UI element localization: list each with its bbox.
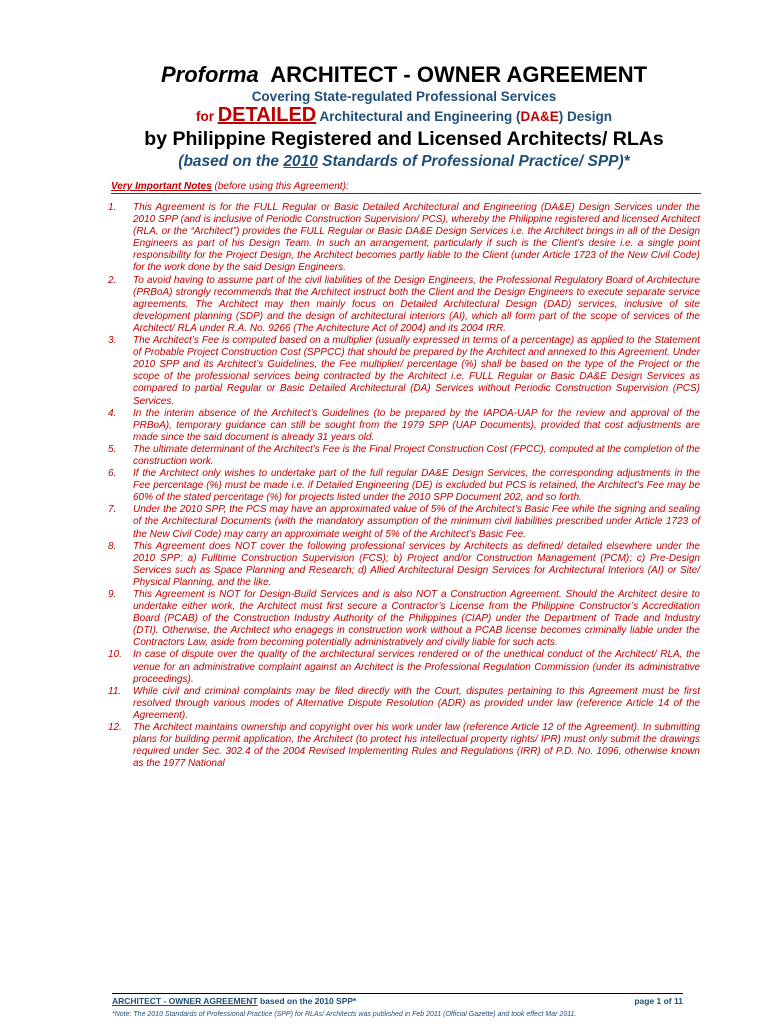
notes-list (108, 202, 700, 770)
note-item (108, 202, 700, 275)
page-footer (112, 996, 683, 1006)
note-text: This Agreement does NOT cover the following professional services by Architects as defined/ detailed elsewhere under the 2010 SPP: a) Fulltime Construction Supervision (FCS); b) Project and/or Construction Management (PCM); c) Pre-Design Services such as Space Planning and Research; d) Allied Architectural Design Services for Architectural Interiors (AI) or Site/ Physical Planning, and the like. (133, 540, 700, 588)
note-text: This Agreement is for the FULL Regular or Basic Detailed Architectural and Engineering (DA&E) Design Services under the 2010 SPP (and is inclusive of Periodic Construction Supervision/ PCS), whereby the Philippine registered and licensed Architect (RLA, or the “Architect”) provides the FULL Regular or Basic DA&E Design Services i.e. the Architect brings in all of the Design Engineers as part of his Design Team. In such an arrangement, particularly if such is the Client’s desire i.e. a single point responsibility for the Project Design, the Architect becomes partly liable to the Client (under Article 1723 of the New Civil Code) for the work done by the said Design Engineers. (133, 202, 700, 274)
note-number: 4. (108, 407, 117, 419)
note-text: In case of dispute over the quality of the architectural services rendered or of the unethical conduct of the Architect/ RLA, the venue for an administrative complaint against an Architect is the Professional Regulation Commission (under its administrative proceedings). (133, 649, 700, 685)
note-number: 7. (108, 504, 117, 516)
note-text: The Architect maintains ownership and copyright over his work under law (reference Article 12 of the Agreement). In submitting plans for building permit application, the Architect (to protect his intellectual property rights/ IPR) must only submit the drawings required under Sec. 302.4 of the 2004 Revised Implementing Rules and Regulations (IRR) of P.D. No. 1096, otherwise known as the 1977 National (133, 722, 700, 770)
subtitle-detailed: DETAILED (217, 104, 317, 126)
note-item (108, 589, 700, 649)
note-item (108, 722, 700, 770)
notes-header-label: Very Important Notes (111, 181, 212, 192)
note-number: 6. (108, 468, 117, 480)
based-year: 2010 (283, 153, 318, 170)
note-text: The ultimate determinant of the Architect’s Fee is the Final Project Construction Cost (FPCC), computed at the completion of the construction work. (133, 443, 700, 467)
notes-header (111, 181, 701, 194)
based-post: Standards of Professional Practice/ SPP)* (317, 153, 630, 170)
footnote: *Note: The 2010 Standards of Professional Practice (SPP) for RLAs/ Architects was published in Feb 2011 (Official Gazette) and took effect Mar 2011. (112, 1011, 577, 1018)
note-number: 12. (108, 722, 122, 734)
title-main: ARCHITECT - OWNER AGREEMENT (270, 62, 648, 87)
subtitle-by-line: by Philippine Registered and Licensed Architects/ RLAs (144, 128, 664, 150)
note-number: 8. (108, 540, 117, 552)
note-text: Under the 2010 SPP, the PCS may have an approximated value of 5% of the Architect’s Basic Fee while the signing and sealing of the Architectural Documents (with the mandatory assumption of the minimum civil liabilities prescribed under Article 1723 of the New Civil Code) may carry an approximate weight of 5% of the Architect’s Basic Fee. (133, 504, 700, 540)
note-number: 10. (108, 649, 122, 661)
page-number: page 1 of 11 (634, 996, 683, 1006)
subtitle-based-on (102, 151, 706, 173)
note-item (108, 649, 700, 685)
subtitle-covering: Covering State-regulated Professional Services (251, 89, 557, 104)
note-item (108, 443, 700, 468)
based-pre: (based on the (178, 153, 284, 170)
note-item (108, 274, 700, 335)
document-title (102, 62, 706, 88)
note-text: This Agreement is NOT for Design-Build Services and is also NOT a Construction Agreement. Should the Architect desire to undertake either work, the Architect must first secure a Contractor’s License from the Philippine Constructor’s Accreditation Board (PCAB) of the Construction Industry Authority of the Philippines (CIAP) under the Department of Trade and Industry (DTI). Otherwise, the Architect who enagegs in construction work without a PCAB license becomes criminally liable under the Contractors Law, aside from becoming potentially administratively and civilly liable for such acts. (133, 589, 700, 649)
note-item (108, 504, 700, 540)
note-item (108, 685, 700, 722)
note-text: While civil and criminal complaints may be filed directly with the Court, disputes pertaining to this Agreement must be first resolved through various modes of Alternative Dispute Resolution (ADR) as provided under law (reference Article 14 of the Agreement). (133, 685, 700, 721)
note-item (108, 468, 700, 504)
footer-left (112, 996, 356, 1006)
note-number: 5. (108, 443, 117, 455)
subtitle-design-end: ) Design (558, 109, 613, 124)
footer-divider (112, 993, 683, 994)
title-proforma: Proforma (160, 62, 259, 87)
note-number: 3. (108, 335, 117, 347)
subtitle-design-line: Architectural and Engineering ( (319, 109, 521, 124)
note-item (108, 335, 700, 408)
note-number: 9. (108, 589, 117, 600)
note-number: 2. (108, 274, 117, 286)
note-item (108, 407, 700, 444)
subtitle-dae: DA&E (520, 109, 559, 124)
note-text: The Architect’s Fee is computed based on a multiplier (usually expressed in terms of a percentage) as applied to the Statement of Probable Project Construction Cost (SPPCC) that should be prepared by the Architect and annexed to this Agreement. Under 2010 SPP and its Architect’s Guidelines, the Fee multiplier/ percentage (%) shall be based on the type of the Project or the scope of the professional services being contracted by the Architect i.e. FULL Regular or Basic DA&E Design Services as compared to partial Regular or Basic Detailed Architectural (DA) Services without Periodic Construction Supervision (PCS) Services. (133, 335, 700, 407)
note-number: 11. (108, 685, 122, 697)
footer-agreement-title: ARCHITECT - OWNER AGREEMENT (112, 996, 258, 1006)
footer-based: based on the 2010 SPP* (257, 996, 357, 1006)
note-item (108, 540, 700, 589)
note-text: To avoid having to assume part of the civil liabilities of the Design Engineers, the Professional Regulatory Board of Architecture (PRBoA) strongly recommends that the Architect instruct both the Client and the Design Engineers to execute separate service agreements. The Architect may then mainly focus on Detailed Architectural Design (DAD) services, inclusive of site development planning (SDP) and the design of architectural interiors (AI), which all form part of the scope of services of the Architect/ RLA under R.A. No. 9266 (The Architecture Act of 2004) and its 2004 IRR. (133, 274, 700, 334)
note-text: In the interim absence of the Architect’s Guidelines (to be prepared by the IAPOA-UAP for the review and approval of the PRBoA), temporary guidance can still be sought from the 1979 SPP (UAP Documents), provided that cost adjustments are made since the said document is already 31 years old. (133, 407, 700, 443)
subtitle-for: for (195, 109, 214, 124)
note-number: 1. (108, 202, 117, 213)
note-text: If the Architect only wishes to undertake part of the full regular DA&E Design Services, the corresponding adjustments in the Fee percentage (%) must be made i.e. if Detailed Engineering (DE) is excluded but PCS is retained, the Architect’s Fee may be 60% of the stated percentage (%) for projects listed under the 2010 SPP Document 202, and so forth. (133, 468, 700, 504)
subtitle-design (102, 105, 706, 127)
notes-header-suffix: (before using this Agreement): (211, 181, 349, 192)
